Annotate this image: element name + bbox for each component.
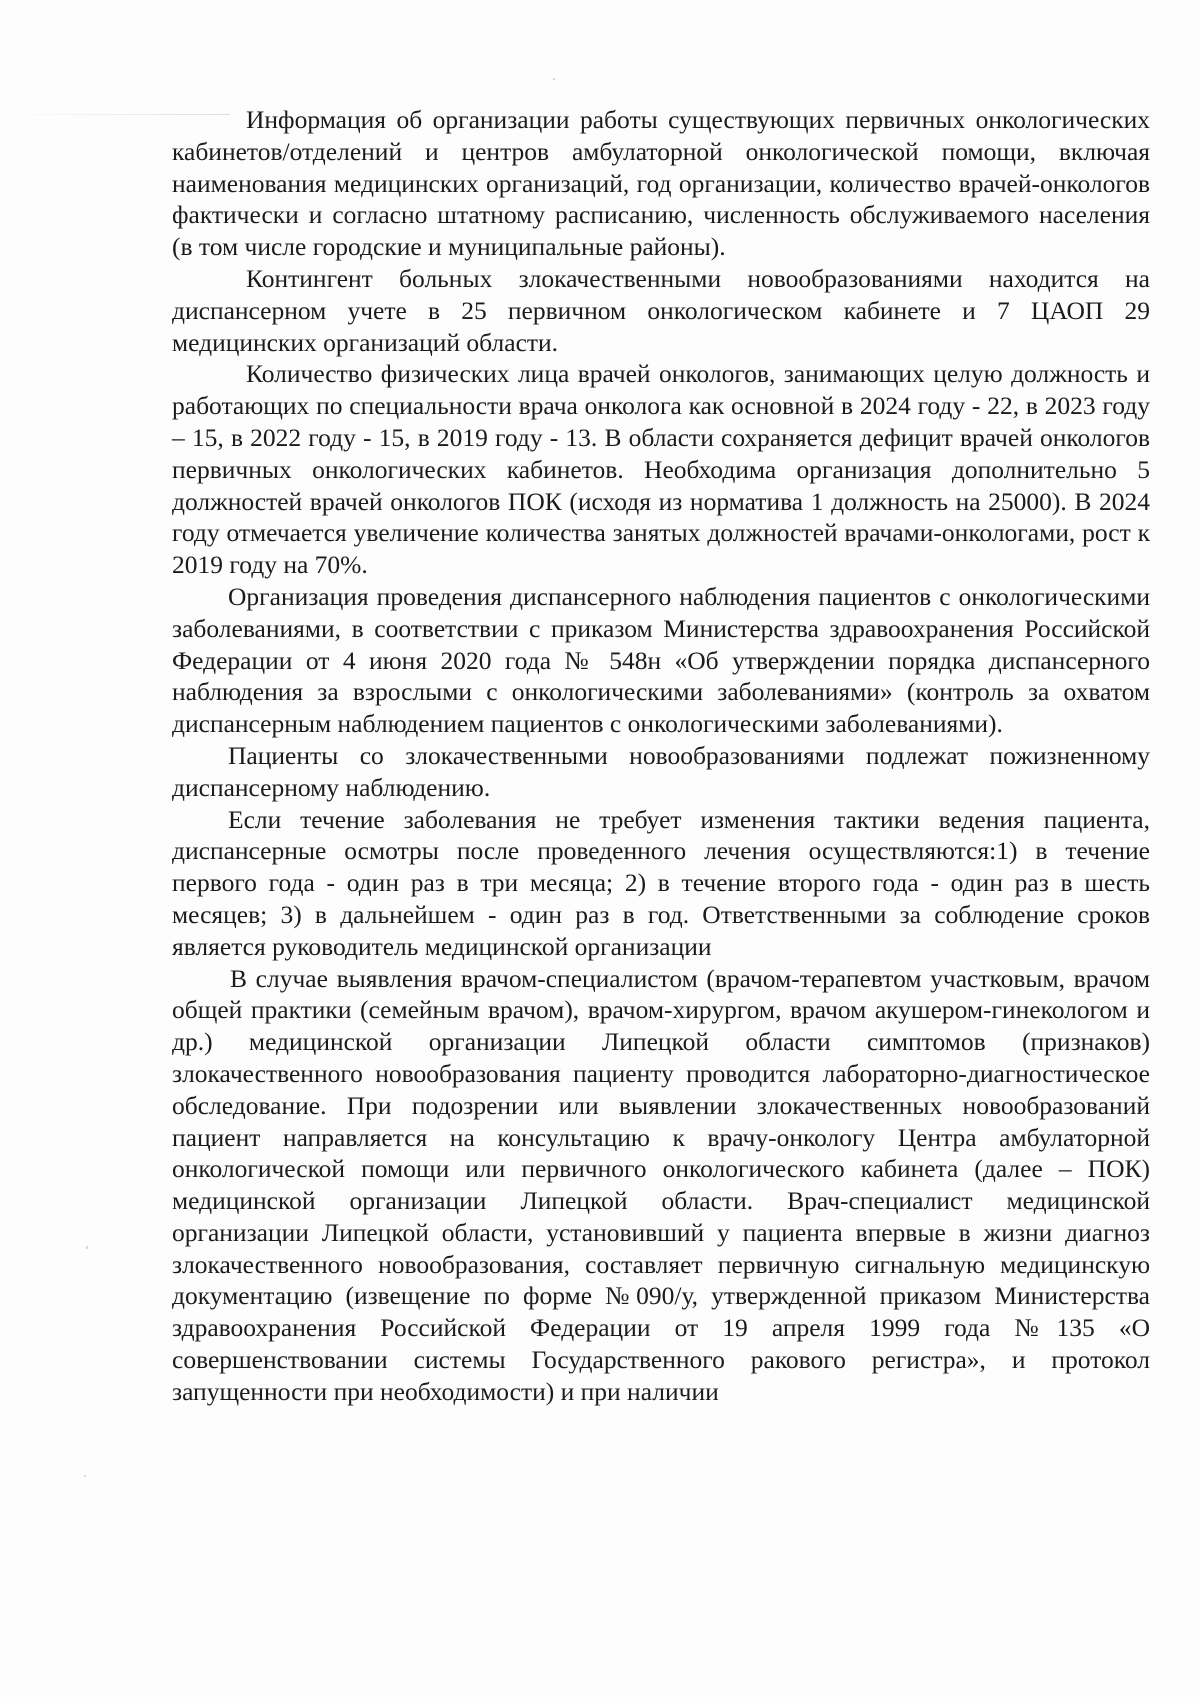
paragraph-lifelong-observation: Пациенты со злокачественными новообразованиями подлежат пожизненному диспансерному наблюдению. — [172, 740, 1150, 802]
paragraph-dispensary-organization: Организация проведения диспансерного наблюдения пациентов с онкологическими заболеваниями, в соответствии с приказом Министерства здравоохранения Российской Федерации от 4 июня 2020 года № 548н «Об утверждении порядка диспансерного наблюдения за взрослыми с онкологическими заболеваниями» (контроль за охватом диспансерным наблюдением пациентов с онкологическими заболеваниями). — [172, 581, 1150, 739]
paragraph-examination-schedule: Если течение заболевания не требует изменения тактики ведения пациента, диспансерные осмотры после проведенного лечения осуществляются:1) в течение первого года - один раз в три месяца; 2) в течение второго года - один раз в шесть месяцев; 3) в дальнейшем - один раз в год. Ответственными за соблюдение сроков является руководитель медицинской организации — [172, 804, 1150, 961]
paragraph-patient-contingent: Контингент больных злокачественными новообразованиями находится на диспансерном учете в 25 первичном онкологическом кабинете и 7 ЦАОП 29 медицинских организаций области. — [172, 263, 1150, 357]
scan-speck — [84, 1475, 86, 1477]
document-body — [172, 104, 1150, 1408]
paragraph-oncology-info: Информация об организации работы существующих первичных онкологических кабинетов/отделений и центров амбулаторной онкологической помощи, включая наименования медицинских организаций, год организации, количество врачей-онкологов фактически и согласно штатному расписанию, численность обслуживаемого населения (в том числе городские и муниципальные районы). — [172, 105, 1150, 262]
paragraph-oncologist-count: Количество физических лица врачей онкологов, занимающих целую должность и работающих по специальности врача онколога как основной в 2024 году - 22, в 2023 году – 15, в 2022 году - 15, в 2019 году - 13. В области сохраняется дефицит врачей онкологов первичных онкологических кабинетов. Необходима организация дополнительно 5 должностей врачей онкологов ПОК (исходя из норматива 1 должность на 25000). В 2024 году отмечается увеличение количества занятых должностей врачами-онкологами, рост к 2019 году на 70%. — [172, 359, 1150, 580]
paragraph-referral-procedure: В случае выявления врачом-специалистом (врачом-терапевтом участковым, врачом общей практики (семейным врачом), врачом-хирургом, врачом акушером-гинекологом и др.) медицинской организации Липецкой области симптомов (признаков) злокачественного новообразования пациенту проводится лабораторно-диагностическое обследование. При подозрении или выявлении злокачественных новообразований пациент направляется на консультацию к врачу-онкологу Центра амбулаторной онкологической помощи или первичного онкологического кабинета (далее – ПОК) медицинской организации Липецкой области. Врач-специалист медицинской организации Липецкой области, установивший у пациента впервые в жизни диагноз злокачественного новообразования, составляет первичную сигнальную медицинскую документацию (извещение по форме №090/у, утвержденной приказом Министерства здравоохранения Российской Федерации от 19 апреля 1999 года №135 «О совершенствовании системы Государственного ракового регистра», и протокол запущенности при необходимости) и при наличии — [172, 963, 1150, 1406]
scan-speck — [553, 78, 555, 80]
scan-speck — [86, 1246, 88, 1249]
